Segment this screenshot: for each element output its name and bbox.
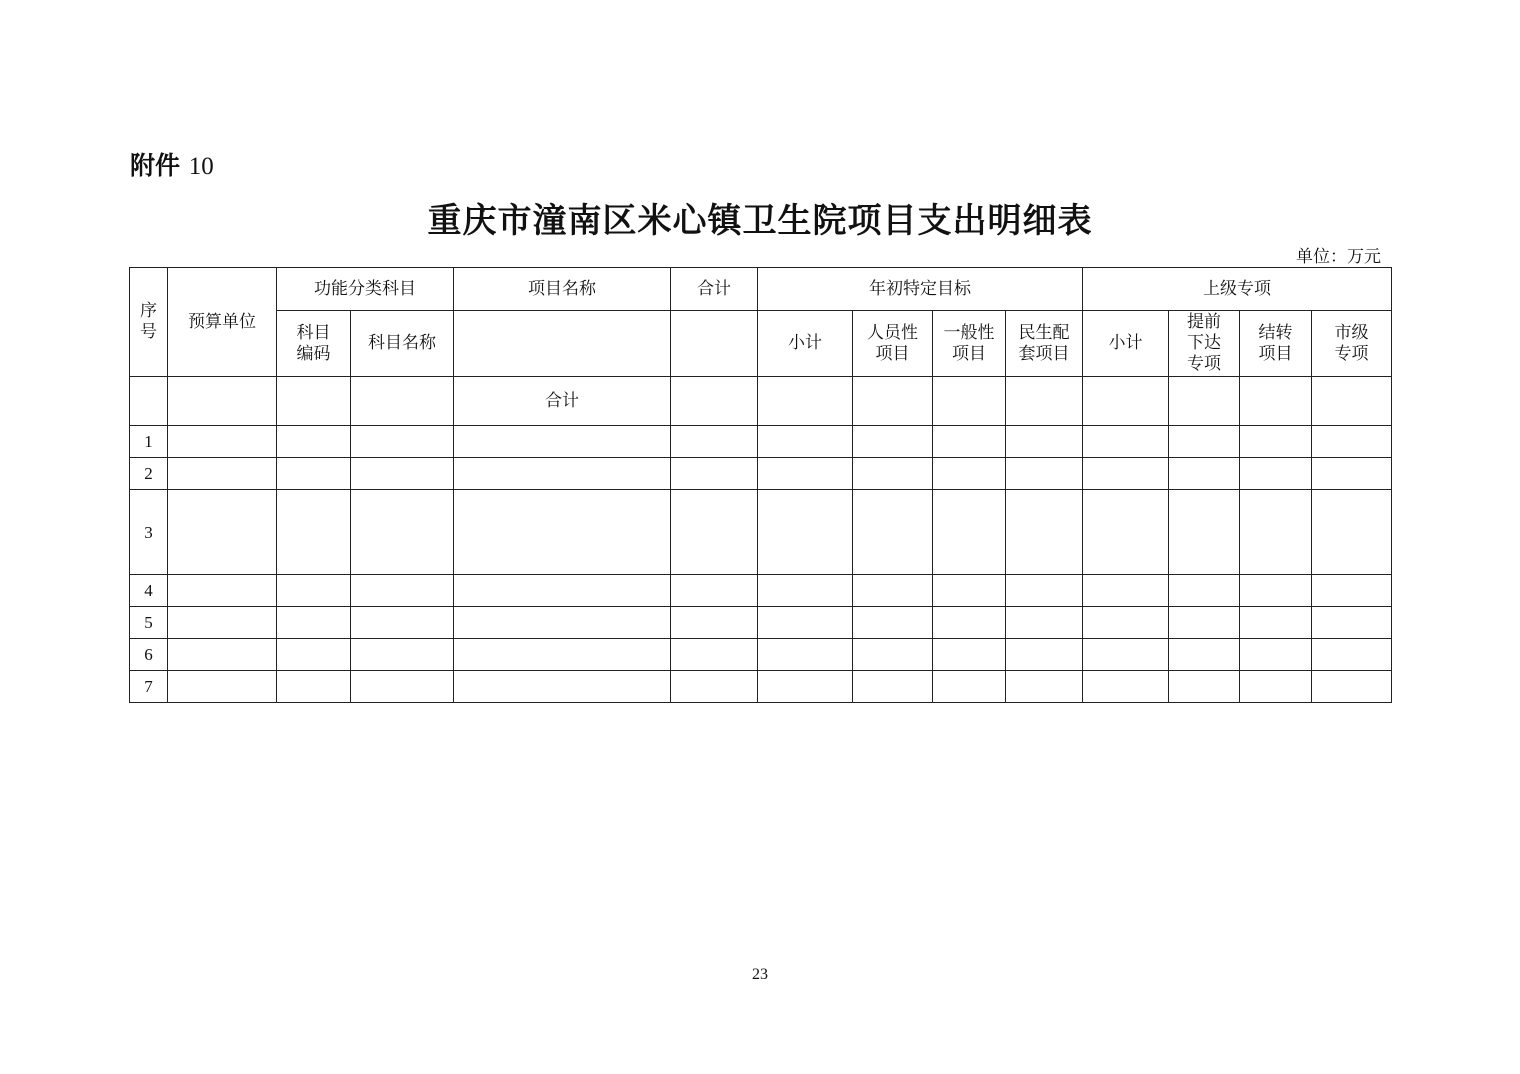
table-cell xyxy=(1083,671,1169,703)
table-cell xyxy=(671,639,758,671)
table-cell xyxy=(1240,639,1312,671)
table-cell xyxy=(277,639,351,671)
header-advance: 提前下达专项 xyxy=(1169,311,1240,377)
table-cell xyxy=(933,377,1006,426)
table-cell xyxy=(168,490,277,575)
header-subject-name: 科目名称 xyxy=(351,311,454,377)
table-cell xyxy=(758,671,853,703)
row-seq: 6 xyxy=(130,639,168,671)
table-cell xyxy=(1169,458,1240,490)
table-cell xyxy=(1006,458,1083,490)
table-cell xyxy=(853,458,933,490)
table-cell xyxy=(933,458,1006,490)
table-cell xyxy=(351,490,454,575)
table-cell xyxy=(277,490,351,575)
header-function-classification: 功能分类科目 xyxy=(277,268,454,311)
table-cell xyxy=(351,607,454,639)
header-row-2 xyxy=(130,311,1392,377)
attachment-label xyxy=(130,146,214,182)
table-cell xyxy=(1083,490,1169,575)
table-cell xyxy=(671,671,758,703)
table-cell xyxy=(1312,607,1392,639)
table-cell xyxy=(1006,575,1083,607)
header-annual-target: 年初特定目标 xyxy=(758,268,1083,311)
table-cell xyxy=(758,607,853,639)
table-row xyxy=(130,607,1392,639)
header-budget-unit: 预算单位 xyxy=(168,268,277,377)
table-cell xyxy=(277,458,351,490)
table-cell xyxy=(1083,426,1169,458)
table-cell xyxy=(277,671,351,703)
table-cell xyxy=(351,426,454,458)
header-superior-special: 上级专项 xyxy=(1083,268,1392,311)
table-cell xyxy=(758,426,853,458)
table-cell xyxy=(168,607,277,639)
table-cell xyxy=(277,607,351,639)
table-cell xyxy=(1312,671,1392,703)
table-cell xyxy=(277,426,351,458)
table-cell xyxy=(1169,377,1240,426)
row-seq: 2 xyxy=(130,458,168,490)
row-seq: 7 xyxy=(130,671,168,703)
table-cell xyxy=(758,490,853,575)
table-cell xyxy=(454,671,671,703)
table-cell xyxy=(1240,426,1312,458)
header-row-1 xyxy=(130,268,1392,311)
table-cell xyxy=(454,490,671,575)
page-number: 23 xyxy=(752,966,768,983)
header-project-name: 项目名称 xyxy=(454,268,671,311)
table-cell xyxy=(351,377,454,426)
table-cell xyxy=(1169,639,1240,671)
table-cell xyxy=(454,607,671,639)
row-seq: 5 xyxy=(130,607,168,639)
table-cell xyxy=(1083,607,1169,639)
table-cell xyxy=(168,639,277,671)
row-seq: 3 xyxy=(130,490,168,575)
table-cell xyxy=(671,377,758,426)
table-cell xyxy=(1312,426,1392,458)
header-total-empty xyxy=(671,311,758,377)
table-cell xyxy=(1240,377,1312,426)
total-row xyxy=(130,377,1392,426)
table-cell xyxy=(1006,639,1083,671)
unit-label: 单位：万元 xyxy=(1296,247,1381,267)
table-cell xyxy=(671,575,758,607)
table-row xyxy=(130,639,1392,671)
attachment-number: 10 xyxy=(188,153,214,180)
table-cell xyxy=(933,639,1006,671)
table-row xyxy=(130,671,1392,703)
row-seq: 1 xyxy=(130,426,168,458)
table-row xyxy=(130,426,1392,458)
table-cell xyxy=(454,426,671,458)
total-row-label: 合计 xyxy=(454,377,671,426)
table-cell xyxy=(758,575,853,607)
table-cell xyxy=(853,377,933,426)
table-cell xyxy=(1083,575,1169,607)
table-cell xyxy=(1169,575,1240,607)
table-cell xyxy=(1169,607,1240,639)
table-cell xyxy=(933,490,1006,575)
header-personnel: 人员性项目 xyxy=(853,311,933,377)
header-livelihood: 民生配套项目 xyxy=(1006,311,1083,377)
attachment-text: 附件 xyxy=(130,151,181,180)
table-cell xyxy=(168,377,277,426)
table-cell xyxy=(277,575,351,607)
table-cell xyxy=(1240,458,1312,490)
header-annual-subtotal: 小计 xyxy=(758,311,853,377)
table-cell xyxy=(1312,458,1392,490)
table-cell xyxy=(853,575,933,607)
table-cell xyxy=(168,426,277,458)
table-cell xyxy=(168,575,277,607)
table-cell xyxy=(1083,639,1169,671)
table-cell xyxy=(1240,490,1312,575)
table-cell xyxy=(853,639,933,671)
table-cell xyxy=(1312,575,1392,607)
table-cell xyxy=(351,639,454,671)
table-cell xyxy=(933,607,1006,639)
table-cell xyxy=(671,490,758,575)
table-cell xyxy=(671,607,758,639)
table-cell xyxy=(758,639,853,671)
table-cell xyxy=(853,607,933,639)
table-cell xyxy=(1240,575,1312,607)
table-cell xyxy=(454,575,671,607)
header-seq: 序号 xyxy=(130,268,168,377)
table-cell xyxy=(933,575,1006,607)
row-seq: 4 xyxy=(130,575,168,607)
header-carryover: 结转项目 xyxy=(1240,311,1312,377)
table-cell xyxy=(1169,671,1240,703)
header-project-name-empty xyxy=(454,311,671,377)
table-cell xyxy=(277,377,351,426)
table-row xyxy=(130,575,1392,607)
table-cell xyxy=(1006,671,1083,703)
table-cell xyxy=(351,671,454,703)
header-total: 合计 xyxy=(671,268,758,311)
table-cell xyxy=(1169,490,1240,575)
table-cell xyxy=(1312,490,1392,575)
table-cell xyxy=(1312,377,1392,426)
table-row xyxy=(130,458,1392,490)
header-general: 一般性项目 xyxy=(933,311,1006,377)
table-cell xyxy=(853,426,933,458)
table-cell xyxy=(758,377,853,426)
table-cell xyxy=(1240,671,1312,703)
table-cell xyxy=(1006,490,1083,575)
header-city: 市级专项 xyxy=(1312,311,1392,377)
table-cell xyxy=(933,671,1006,703)
header-superior-subtotal: 小计 xyxy=(1083,311,1169,377)
page-title: 重庆市潼南区米心镇卫生院项目支出明细表 xyxy=(427,201,1093,241)
table-cell xyxy=(1083,458,1169,490)
table-cell xyxy=(1169,426,1240,458)
table-cell xyxy=(1083,377,1169,426)
table-cell xyxy=(351,575,454,607)
table-cell xyxy=(671,458,758,490)
table-cell xyxy=(671,426,758,458)
table-cell xyxy=(454,458,671,490)
table-cell xyxy=(1006,377,1083,426)
table-cell xyxy=(853,671,933,703)
table-cell xyxy=(1006,426,1083,458)
table-cell xyxy=(168,671,277,703)
table-cell xyxy=(853,490,933,575)
table-row xyxy=(130,490,1392,575)
table-cell xyxy=(1006,607,1083,639)
table-cell xyxy=(168,458,277,490)
header-subject-code: 科目编码 xyxy=(277,311,351,377)
table-cell xyxy=(454,639,671,671)
table-cell xyxy=(933,426,1006,458)
project-expenditure-table xyxy=(129,267,1392,703)
table-cell xyxy=(1240,607,1312,639)
table-cell xyxy=(1312,639,1392,671)
table-cell xyxy=(130,377,168,426)
table-cell xyxy=(758,458,853,490)
table-cell xyxy=(351,458,454,490)
